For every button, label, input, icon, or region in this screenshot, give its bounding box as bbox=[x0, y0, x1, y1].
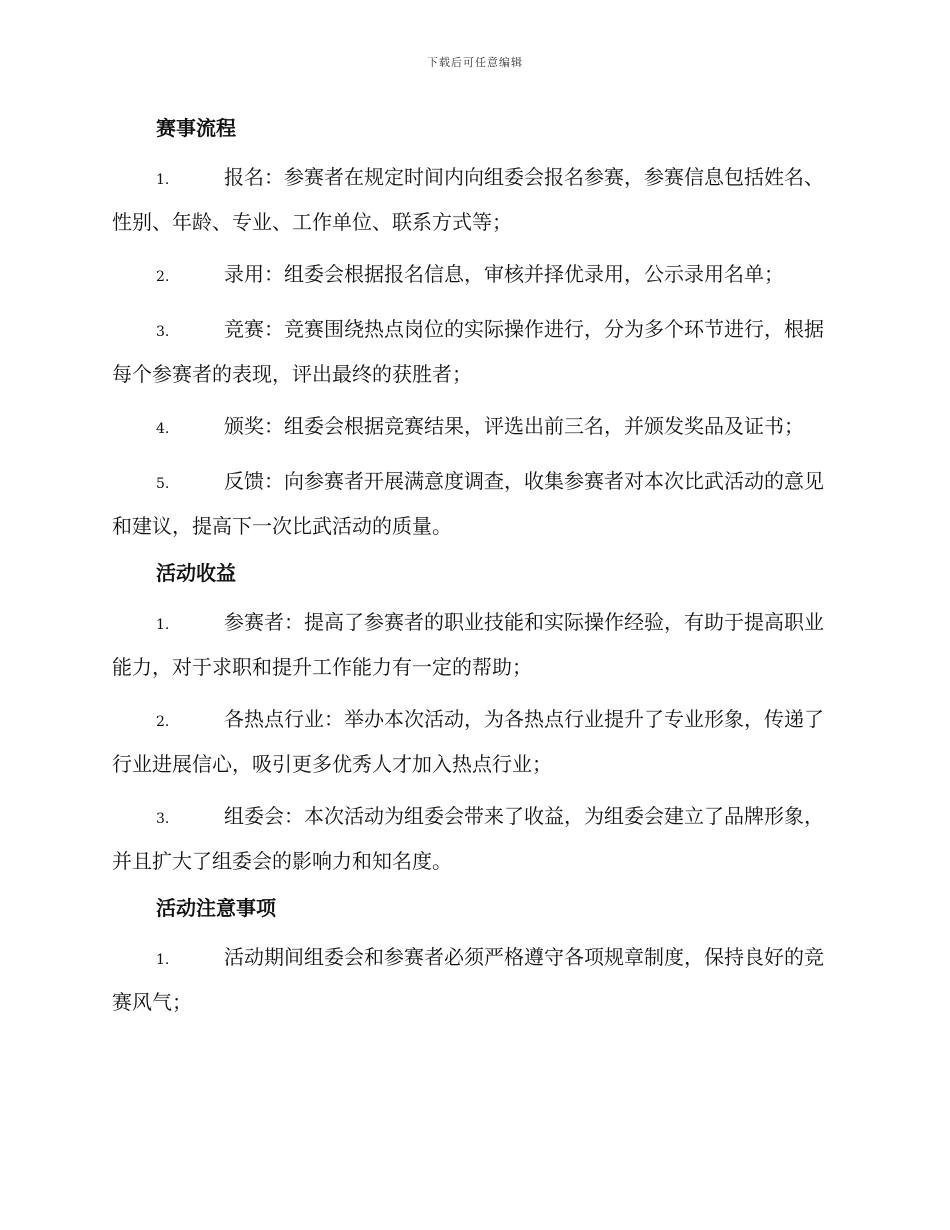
list-item-number: 2. bbox=[156, 269, 170, 285]
list-item bbox=[112, 936, 836, 1023]
list-item-text: 参赛者：提高了参赛者的职业技能和实际操作经验，有助于提高职业能力，对于求职和提升工作能力有一定的帮助； bbox=[112, 610, 824, 679]
list-item bbox=[112, 156, 836, 243]
list-item-text: 录用：组委会根据报名信息，审核并择优录用，公示录用名单； bbox=[224, 262, 784, 286]
page-header-note: 下载后可任意编辑 bbox=[427, 56, 523, 69]
list-item-number: 5. bbox=[156, 476, 170, 492]
list-item bbox=[112, 405, 836, 450]
list-item-text: 活动期间组委会和参赛者必须严格遵守各项规章制度，保持良好的竞赛风气； bbox=[112, 945, 824, 1014]
section-title: 活动注意事项 bbox=[156, 896, 276, 920]
list-item-text: 竞赛：竞赛围绕热点岗位的实际操作进行，分为多个环节进行，根据每个参赛者的表现，评出最终的获胜者； bbox=[112, 317, 824, 386]
list-item-number: 1. bbox=[156, 172, 170, 188]
list-item-number: 3. bbox=[156, 324, 170, 340]
list-item bbox=[112, 698, 836, 785]
list-item bbox=[112, 601, 836, 688]
list-item-text: 组委会：本次活动为组委会带来了收益，为组委会建立了品牌形象，并且扩大了组委会的影响力和知名度。 bbox=[112, 804, 824, 873]
list-item bbox=[112, 795, 836, 882]
list-item-number: 2. bbox=[156, 714, 170, 730]
document-body bbox=[112, 112, 836, 1023]
list-item bbox=[112, 308, 836, 395]
list-item bbox=[112, 460, 836, 547]
section-title: 赛事流程 bbox=[156, 116, 236, 140]
list-item-text: 反馈：向参赛者开展满意度调查，收集参赛者对本次比武活动的意见和建议，提高下一次比武活动的质量。 bbox=[112, 469, 824, 538]
section-title: 活动收益 bbox=[156, 561, 236, 585]
list-item-text: 报名：参赛者在规定时间内向组委会报名参赛，参赛信息包括姓名、性别、年龄、专业、工作单位、联系方式等； bbox=[112, 165, 824, 234]
list-item-text: 各热点行业：举办本次活动，为各热点行业提升了专业形象，传递了行业进展信心，吸引更多优秀人才加入热点行业； bbox=[112, 707, 824, 776]
list-item-number: 1. bbox=[156, 952, 170, 968]
list-item-number: 3. bbox=[156, 811, 170, 827]
list-item bbox=[112, 253, 836, 298]
list-item-text: 颁奖：组委会根据竞赛结果，评选出前三名，并颁发奖品及证书； bbox=[224, 414, 804, 438]
list-item-number: 4. bbox=[156, 421, 170, 437]
list-item-number: 1. bbox=[156, 617, 170, 633]
